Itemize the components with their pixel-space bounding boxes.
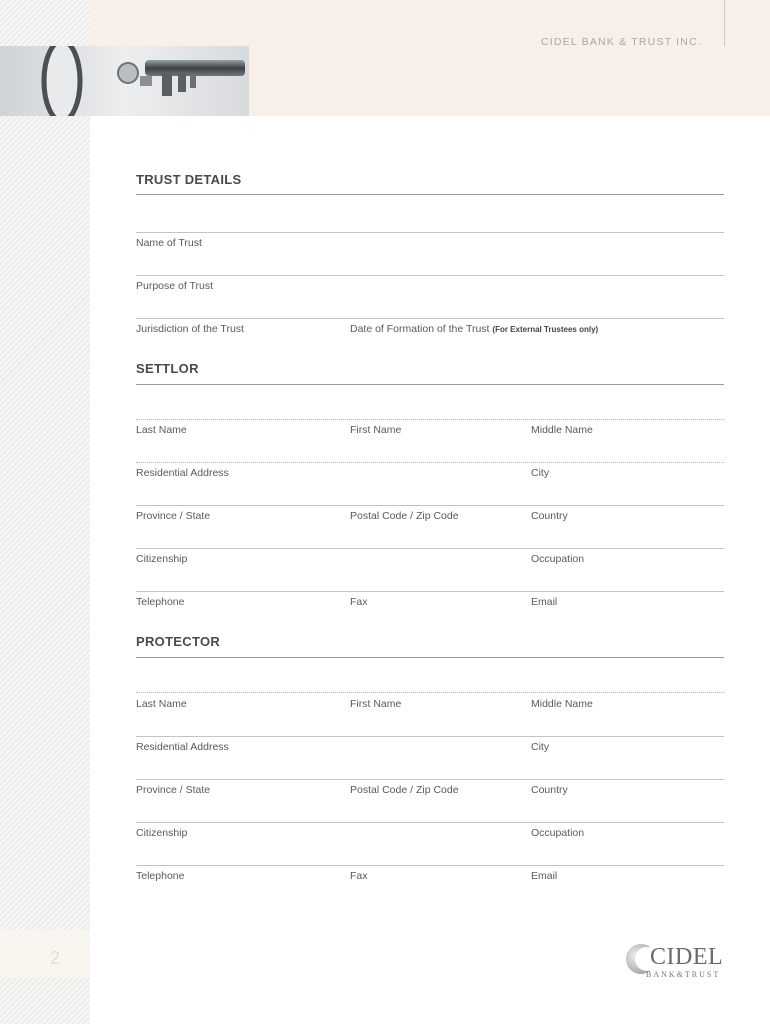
protector-label-telephone: Telephone bbox=[136, 870, 185, 882]
settlor-label-telephone: Telephone bbox=[136, 596, 185, 608]
field-line bbox=[136, 865, 724, 866]
field-line bbox=[136, 692, 724, 694]
key-photo bbox=[0, 46, 249, 116]
protector-label-province-state: Province / State bbox=[136, 784, 211, 796]
field-line bbox=[136, 548, 724, 549]
settlor-label-residential-address: Residential Address bbox=[136, 467, 229, 479]
protector-label-city: City bbox=[531, 741, 550, 753]
settlor-label-occupation: Occupation bbox=[531, 553, 585, 565]
settlor-label-city: City bbox=[531, 467, 550, 479]
protector-label-email: Email bbox=[531, 870, 558, 882]
field-line bbox=[136, 419, 724, 421]
date-of-formation-text: Date of Formation of the Trust bbox=[350, 323, 490, 335]
field-line bbox=[136, 232, 724, 233]
section-rule bbox=[136, 384, 724, 385]
field-line bbox=[136, 275, 724, 276]
settlor-label-email: Email bbox=[531, 596, 558, 608]
settlor-label-postal-code: Postal Code / Zip Code bbox=[350, 510, 459, 522]
page-corner-decoration bbox=[0, 930, 90, 978]
header-vertical-rule bbox=[724, 0, 725, 46]
left-decorative-strip bbox=[0, 0, 90, 1024]
field-line bbox=[136, 736, 724, 737]
section-rule bbox=[136, 194, 724, 195]
protector-label-postal-code: Postal Code / Zip Code bbox=[350, 784, 459, 796]
settlor-label-province-state: Province / State bbox=[136, 510, 211, 522]
protector-label-residential-address: Residential Address bbox=[136, 741, 229, 753]
protector-label-first-name: First Name bbox=[350, 698, 402, 710]
protector-label-citizenship: Citizenship bbox=[136, 827, 188, 839]
protector-label-occupation: Occupation bbox=[531, 827, 585, 839]
label-jurisdiction: Jurisdiction of the Trust bbox=[136, 323, 244, 335]
settlor-label-last-name: Last Name bbox=[136, 424, 187, 436]
protector-label-middle-name: Middle Name bbox=[531, 698, 593, 710]
protector-label-last-name: Last Name bbox=[136, 698, 187, 710]
field-line bbox=[136, 591, 724, 592]
section-rule bbox=[136, 657, 724, 658]
page-number: 2 bbox=[50, 948, 61, 968]
field-line bbox=[136, 822, 724, 823]
protector-label-fax: Fax bbox=[350, 870, 368, 882]
settlor-label-country: Country bbox=[531, 510, 568, 522]
section-title-protector: PROTECTOR bbox=[136, 634, 221, 649]
logo-subtitle: BANK&TRUST bbox=[646, 970, 721, 979]
label-date-of-formation bbox=[350, 323, 598, 335]
logo-wordmark: CIDEL bbox=[650, 944, 724, 970]
settlor-label-first-name: First Name bbox=[350, 424, 402, 436]
protector-label-country: Country bbox=[531, 784, 568, 796]
field-line bbox=[136, 462, 724, 464]
label-purpose-of-trust: Purpose of Trust bbox=[136, 280, 214, 292]
field-line bbox=[136, 505, 724, 506]
label-name-of-trust: Name of Trust bbox=[136, 237, 202, 249]
field-line bbox=[136, 779, 724, 780]
section-title-settlor: SETTLOR bbox=[136, 361, 199, 376]
settlor-label-citizenship: Citizenship bbox=[136, 553, 188, 565]
date-of-formation-note: (For External Trustees only) bbox=[492, 325, 599, 334]
settlor-label-middle-name: Middle Name bbox=[531, 424, 593, 436]
field-line bbox=[136, 318, 724, 319]
settlor-label-fax: Fax bbox=[350, 596, 368, 608]
bank-name: CIDEL BANK & TRUST INC. bbox=[540, 36, 702, 48]
section-title-trust-details: TRUST DETAILS bbox=[136, 172, 242, 187]
